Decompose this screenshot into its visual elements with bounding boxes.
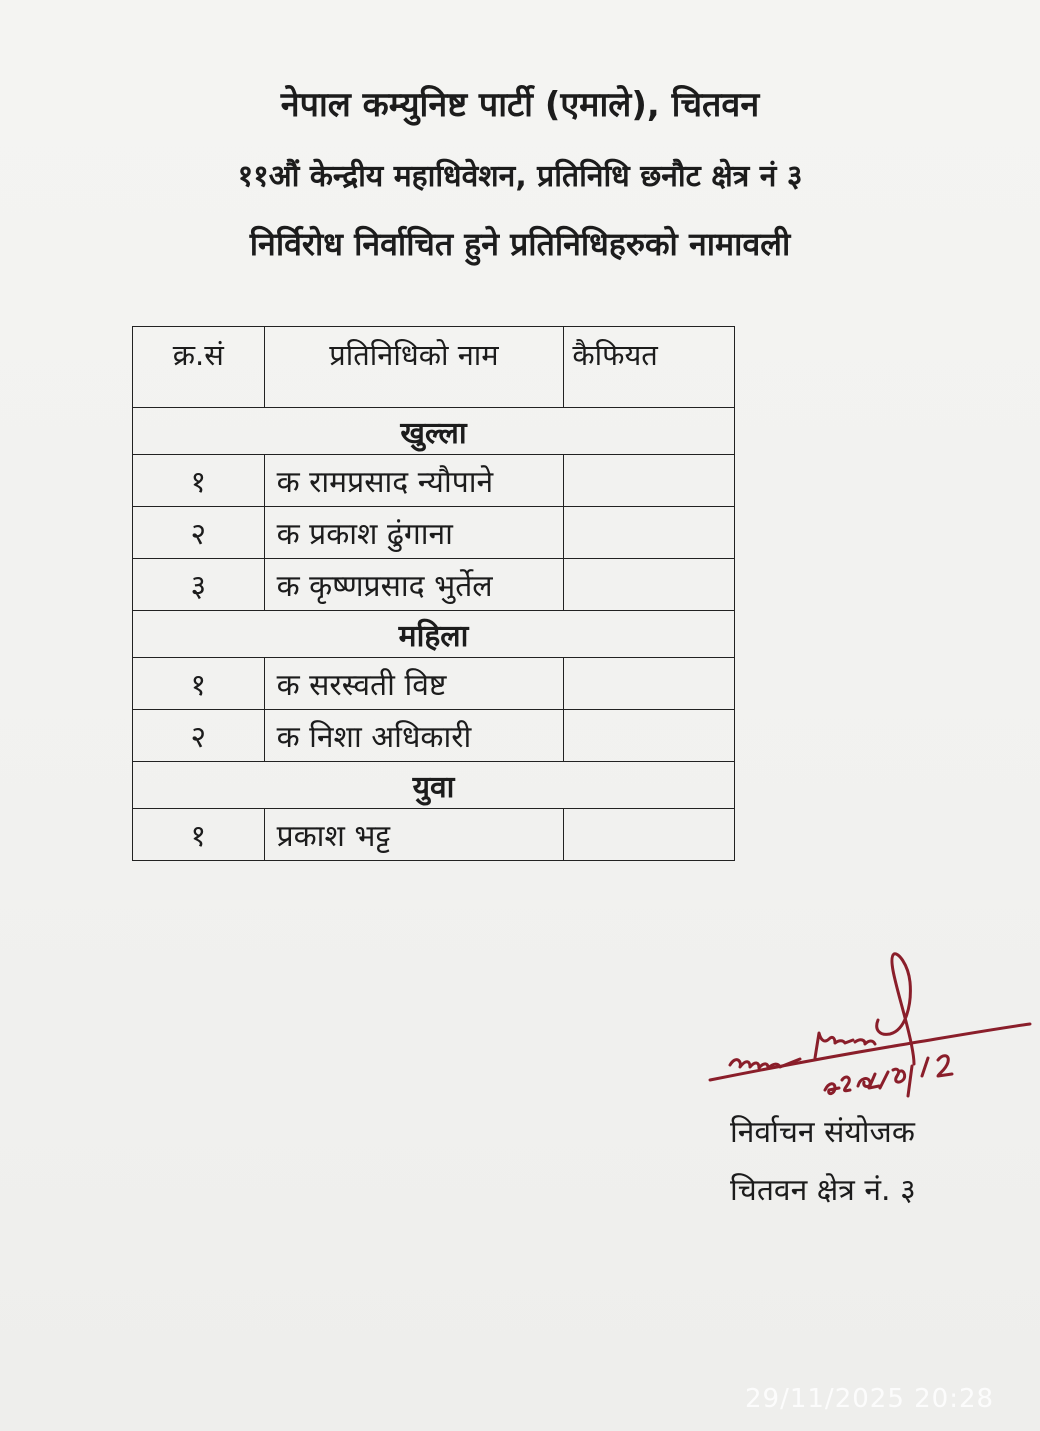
signatory-title: निर्वाचन संयोजक bbox=[730, 1115, 915, 1150]
serial-cell: २ bbox=[133, 710, 265, 762]
name-cell: क प्रकाश ढुंगाना bbox=[264, 507, 564, 559]
signatory-office: चितवन क्षेत्र नं. ३ bbox=[730, 1173, 916, 1208]
serial-cell: १ bbox=[133, 658, 265, 710]
serial-cell: १ bbox=[133, 809, 265, 861]
section-title: युवा bbox=[133, 762, 735, 809]
serial-cell: १ bbox=[133, 455, 265, 507]
serial-cell: २ bbox=[133, 507, 265, 559]
name-cell: प्रकाश भट्ट bbox=[264, 809, 564, 861]
section-row-women bbox=[133, 611, 735, 658]
representatives-table bbox=[132, 326, 735, 861]
name-cell: क सरस्वती विष्ट bbox=[264, 658, 564, 710]
section-row-open bbox=[133, 408, 735, 455]
remark-cell bbox=[564, 507, 735, 559]
table-row bbox=[133, 507, 735, 559]
remark-cell bbox=[564, 455, 735, 507]
column-header-name: प्रतिनिधिको नाम bbox=[264, 327, 564, 408]
party-heading: नेपाल कम्युनिष्ट पार्टी (एमाले), चितवन bbox=[280, 85, 760, 125]
name-cell: क रामप्रसाद न्यौपाने bbox=[264, 455, 564, 507]
name-cell: क कृष्णप्रसाद भुर्तेल bbox=[264, 559, 564, 611]
table-header-row bbox=[133, 327, 735, 408]
table-row bbox=[133, 559, 735, 611]
remark-cell bbox=[564, 658, 735, 710]
remark-cell bbox=[564, 559, 735, 611]
section-title: महिला bbox=[133, 611, 735, 658]
table-row bbox=[133, 710, 735, 762]
remark-cell bbox=[564, 710, 735, 762]
column-header-remarks: कैफियत bbox=[564, 327, 735, 408]
column-header-serial: क्र.सं bbox=[133, 327, 265, 408]
remark-cell bbox=[564, 809, 735, 861]
table-row bbox=[133, 455, 735, 507]
table-row bbox=[133, 658, 735, 710]
handwritten-signature bbox=[700, 950, 1040, 1100]
section-row-youth bbox=[133, 762, 735, 809]
convention-subheading: ११औं केन्द्रीय महाधिवेशन, प्रतिनिधि छनौट क्षेत्र नं ३ bbox=[237, 159, 803, 194]
table-row bbox=[133, 809, 735, 861]
section-title: खुल्ला bbox=[133, 408, 735, 455]
list-title: निर्विरोध निर्वाचित हुने प्रतिनिधिहरुको नामावली bbox=[249, 225, 791, 263]
serial-cell: ३ bbox=[133, 559, 265, 611]
name-cell: क निशा अधिकारी bbox=[264, 710, 564, 762]
photo-timestamp: 29/11/2025 20:28 bbox=[745, 1384, 995, 1414]
